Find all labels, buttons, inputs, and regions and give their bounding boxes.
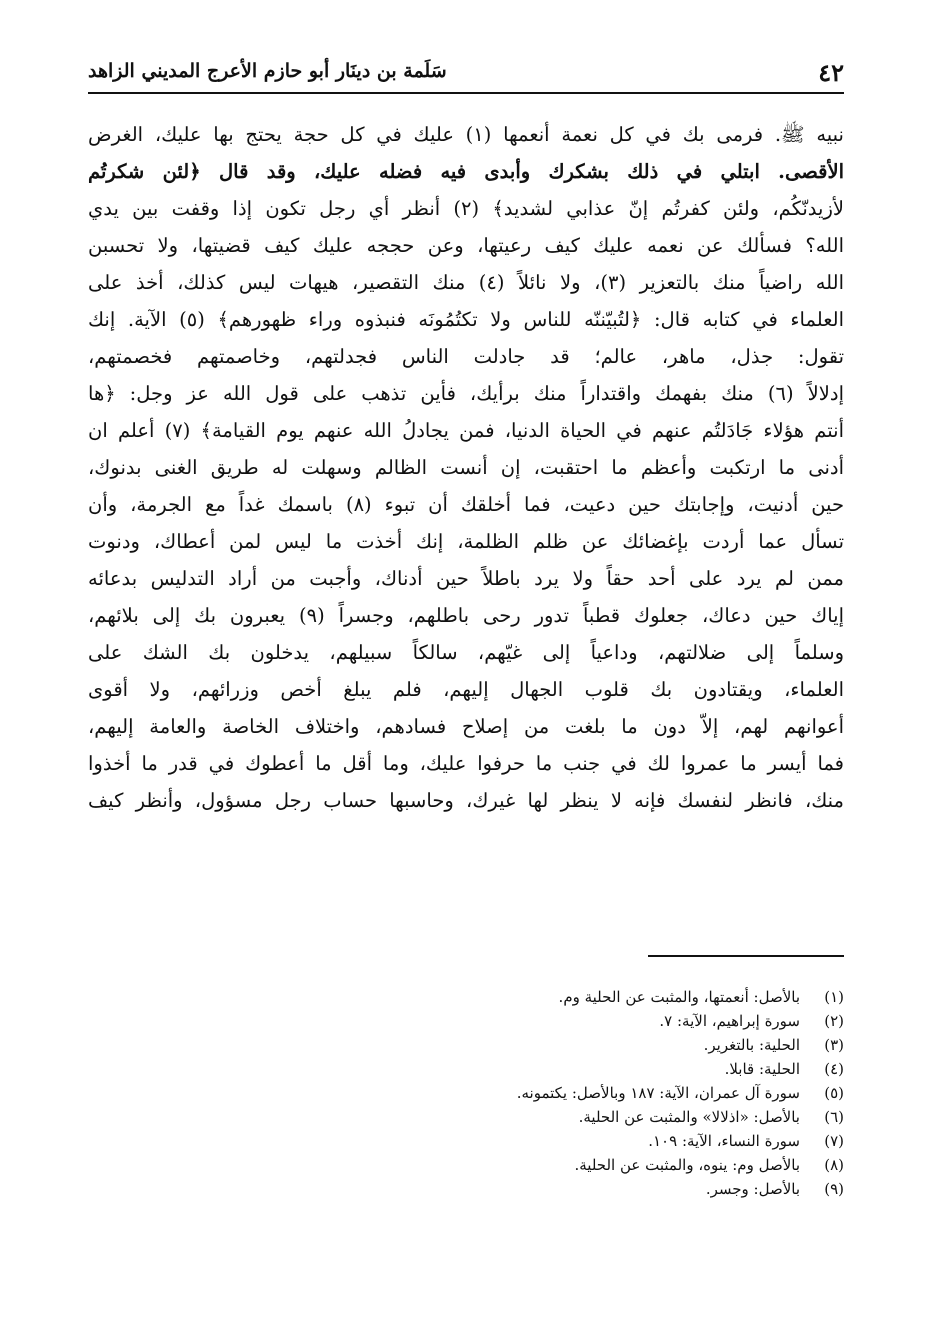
footnote <box>344 1129 844 1153</box>
text-line: وسلماً إلى ضلالتهم، وداعياً إلى غيّهم، سالكاً سبيلهم، يدخلون بك الشك على <box>88 641 844 664</box>
text-line: تسأل عما أردت بإغضائك عن ظلم الظلمة، إنك أخذت ما ليس لمن أعطاك، ودنوت <box>88 530 844 553</box>
running-title: سَلَمة بن دينَار أبو حازم الأعرج المديني الزاهد <box>88 60 447 82</box>
footnote-number: (٨) <box>824 1156 844 1174</box>
text-line: ممن لم يرد على أحد حقاً ولا يرد باطلاً حين أدناك، وأجبت من أراد التدليس بدعائه <box>88 567 844 590</box>
footnote-number: (٩) <box>824 1180 844 1198</box>
footnote-text: بالأصل: وجسر. <box>705 1180 800 1198</box>
footnote-text: الحلية: قابلا. <box>724 1060 800 1078</box>
page-header <box>88 52 844 94</box>
text-line: نبيه ﷺ. فرمى بك في كل نعمة أنعمها (١) عليك في كل حجة يحتج بها عليك، الغرض <box>88 123 844 146</box>
footnote <box>344 1081 844 1105</box>
text-line: الله راضياً منك بالتعزير (٣)، ولا نائلاً (٤) منك التقصير، هيهات ليس كذلك، أخذ على <box>88 271 844 294</box>
footnote <box>344 1057 844 1081</box>
footnote-text: سورة النساء، الآية: ١٠٩. <box>648 1132 800 1150</box>
footnote-text: الحلية: بالتغرير. <box>703 1036 800 1054</box>
footnote <box>344 1177 844 1201</box>
footnote-text: سورة آل عمران، الآية: ١٨٧ وبالأصل: يكتمونه. <box>516 1084 800 1102</box>
text-line: تقول: جذل، ماهر، عالم؛ قد جادلت الناس فجدلتهم، وخاصمتهم فخصمتهم، <box>88 345 844 368</box>
page-number: ٤٢ <box>818 58 844 87</box>
main-text <box>88 116 844 928</box>
text-line: أنتم هؤلاء جَادَلتُم عنهم في الحياة الدنيا، فمن يجادلُ الله عنهم يوم القيامة﴾ (٧) أعلم ان <box>88 419 844 442</box>
text-line: إدلالاً (٦) منك بفهمك واقتداراً منك برأيك، فأين تذهب على قول الله عز وجل: ﴿ها <box>88 382 844 405</box>
footnote <box>344 1033 844 1057</box>
text-line: منك، فانظر لنفسك فإنه لا ينظر لها غيرك، وحاسبها حساب رجل مسؤول، وأنظر كيف <box>88 789 844 812</box>
footnote-number: (٢) <box>824 1012 844 1030</box>
text-line: أدنى ما ارتكبت وأعظم ما احتقبت، إن أنست الظالم وسهلت له طريق الغنى بدنوك، <box>88 456 844 479</box>
text-line: حين أدنيت، وإجابتك حين دعيت، فما أخلقك أن تبوء (٨) باسمك غداً مع الجرمة، وأن <box>88 493 844 516</box>
footnote-text: سورة إبراهيم، الآية: ٧. <box>659 1012 800 1030</box>
footnotes <box>344 985 844 1201</box>
footnote-divider <box>648 955 844 957</box>
text-line: إياك حين دعاك، جعلوك قطباً تدور رحى باطلهم، وجسراً (٩) يعبرون بك إلى بلائهم، <box>88 604 844 627</box>
text-line: فما أيسر ما عمروا لك في جنب ما حرفوا عليك، وما أقل ما أعطوك في قدر ما أخذوا <box>88 752 844 775</box>
footnote-text: بالأصل: أنعمتها، والمثبت عن الحلية وم. <box>558 988 800 1006</box>
footnote <box>344 1105 844 1129</box>
footnote-number: (١) <box>824 988 844 1006</box>
footnote-number: (٣) <box>824 1036 844 1054</box>
text-line: لأزيدنّكُم، ولئن كفرتُم إنّ عذابي لشديد﴾ (٢) أنظر أي رجل تكون إذا وقفت بين يدي <box>88 197 844 220</box>
footnote-number: (٥) <box>824 1084 844 1102</box>
footnote <box>344 985 844 1009</box>
footnote <box>344 1009 844 1033</box>
text-line: العلماء في كتابه قال: ﴿لتُبيّننّه للناس ولا تكتُمُونَه فنبذوه وراء ظهورهم﴾ (٥) الآية. إنك <box>88 308 844 331</box>
footnote-text: بالأصل وم: ينوه، والمثبت عن الحلية. <box>574 1156 800 1174</box>
footnote-number: (٤) <box>824 1060 844 1078</box>
text-line: أعوانهم لهم، إلاّ دون ما بلغت من إصلاح فسادهم، واختلاف الخاصة والعامة إليهم، <box>88 715 844 738</box>
footnote <box>344 1153 844 1177</box>
text-line: الأقصى. ابتلي في ذلك بشكرك وأبدى فيه فضله عليك، وقد قال ﴿لئن شكرتُم <box>88 160 844 183</box>
text-line: الله؟ فسألك عن نعمه عليك كيف رعيتها، وعن حججه عليك كيف قضيتها، ولا تحسبن <box>88 234 844 257</box>
footnote-text: بالأصل: «اذلالا» والمثبت عن الحلية. <box>578 1108 800 1126</box>
footnote-number: (٦) <box>824 1108 844 1126</box>
text-line: العلماء، ويقتادون بك قلوب الجهال إليهم، فلم يبلغ أخص وزرائهم، ولا أقوى <box>88 678 844 701</box>
footnote-number: (٧) <box>824 1132 844 1150</box>
